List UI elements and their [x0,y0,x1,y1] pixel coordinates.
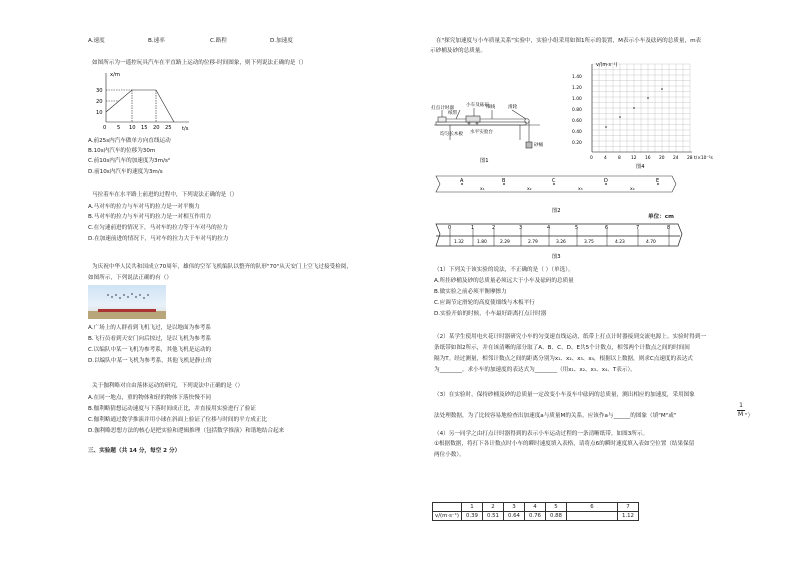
mark-4: 4 [547,225,551,231]
q1-option-a: A.前25s内汽车做单方向直线运动 [88,138,171,144]
label-pulley: 滑轮 [508,105,518,110]
q4-option-d: D.伽利略思想方法的核心是把实验和逻辑推理（包括数学推演）和谐地结合起来 [88,428,285,434]
fig3-unit: 单位：cm [648,214,674,220]
figure1-caption: 图1 [480,158,489,164]
distance: 4.23 [615,240,625,245]
xt-graph [94,70,194,132]
mark-5: 5 [575,225,579,231]
flyover-photo [88,285,166,319]
vt-x-tick: 12 [631,156,637,161]
sub1-option-c: C.应调节定滑轮的高度使细线与木板平行 [434,300,535,306]
q3-stem-line1: 为庆祝中华人民共和国成立70周年，雄伟的空军飞机编队以整齐的队形"70"从天安门上空飞过接受检阅， [92,264,352,270]
vt-x-tick: 24 [673,156,679,161]
x-axis-label: t/s [182,126,189,132]
option: B.速率 [148,38,165,44]
point-d: D [604,178,608,184]
segment-x1: x₁ [480,187,485,192]
label-string: 细线 [486,105,496,110]
table-row [433,503,639,512]
mark-2: 2 [492,225,496,231]
table-cell: 7 [618,503,639,512]
figure2-caption: 图2 [552,208,561,214]
sub4-line2: ①根据数据，将打下各计数点时小车的瞬时速度填入表格，请将点6的瞬时速度填入表如空位置（结果保留 [434,441,695,447]
vt-x-tick: 20 [659,156,665,161]
x-tick: 25 [165,125,172,131]
table-cell [433,503,462,512]
jet-formation-icon [88,285,166,319]
vt-x-tick: 8 [618,156,621,161]
point-a: A [460,178,464,184]
x-tick: 0 [103,125,107,131]
label-bucket: 砂桶 [534,143,544,148]
table-cell: 1 [462,503,483,512]
label-board: 均匀长木板 [440,132,463,137]
option: D.加速度 [270,38,293,44]
sub2-line2: 条纸带如图2所示，并在该清晰的部分取了A、B、C、D、E共5个计数点，相邻两个计数点之间的时间间 [434,345,690,351]
q3-option-d: D.以编队中某一飞机为参考系，其他飞机是静止的 [88,358,212,364]
y-tick: 30 [96,88,103,94]
q1-option-d: D.前10s内汽车的速度为3m/s [88,169,163,175]
q4-option-a: A.在同一地点，重的物体和轻的物体下落快慢不同 [88,395,211,401]
vt-grid-figure [570,60,740,170]
figure3-caption: 图3 [552,254,561,260]
table-cell: 6 [567,503,618,512]
label-table: 水平实验台 [470,130,493,135]
segment-x3: x₃ [578,187,583,192]
table-cell: 2 [483,503,504,512]
q4-option-b: B.伽利略猜想运动速度与下落时间成正比，并直接用实验进行了验证 [88,406,256,412]
option: C.路程 [210,38,227,44]
distance: 3.26 [556,240,566,245]
intro-line2: 示砂桶及砂的总质量。 [430,48,486,54]
point-e: E [656,178,660,184]
table-cell: 4 [525,503,546,512]
table-cell: 0.39 [462,512,483,521]
mark-6: 6 [605,225,609,231]
vt-y-tick: 0.80 [572,108,582,113]
q1-option-b: B.10s内汽车的位移为30m [88,148,156,154]
sub3-line2-end: "） [745,413,754,419]
answer-blank-cell[interactable] [567,512,618,521]
distance: 3.75 [584,240,594,245]
x-tick: 10 [129,125,136,131]
sub2-line1: （2）某学生使用电火花计时器研究小车的匀变速直线运动，纸带上打点计时器接到交流电源上。实验时得到一 [434,334,707,340]
sub4-line3: 两位小数）。 [434,452,465,458]
vt-y-tick: 1.00 [572,97,582,102]
mark-3: 3 [519,225,523,231]
vt-x-label: t/×10⁻²s [694,156,713,161]
sub1-option-b: B.做实验之前必须平衡摩擦力 [434,289,507,295]
q4-stem: 关于伽利略对自由落体运动的研究，下列说法中正确的是（） [92,383,244,389]
vt-y-tick: 0.40 [572,130,582,135]
q3-option-b: B.飞行员看到天安门向后掠过，是以飞机为参考系 [88,336,212,342]
table-cell: 3 [504,503,525,512]
point-c: C [552,178,556,184]
q3-option-c: C.以编队中某一飞机为参考系，其他飞机是运动的 [88,347,212,353]
sub2-line4: 为________，求小车的加速度的表达式为________（用x₁、x₂、x₃、x₄、T表示）。 [434,367,636,373]
figure4-caption: 图4 [636,164,645,170]
table-row-label: v/(m·s⁻¹) [433,512,462,521]
sub4-line1: （4）另一同学之由打点计时器得到的表示小车运动过程的一条清晰纸带，如图3所示。 [434,431,649,437]
fraction-denominator: M [738,411,744,418]
q2-stem: 马拉着车在水平路上前进的过程中，下列说法正确的是（） [92,192,238,198]
mark-1: 1 [471,225,475,231]
vt-y-tick: 1.20 [572,86,582,91]
distance: 2.79 [528,240,538,245]
x-tick: 15 [141,125,148,131]
mark-7: 7 [636,225,640,231]
q2-option-a: A.马对车的拉力与车对马的拉力是一对平衡力 [88,204,200,210]
table-row [433,512,639,521]
distance: 1.80 [477,240,487,245]
point-b: B [502,178,506,184]
sub3-line2: 法处理数据，为了比较容易地检查出加速度a与质量M的关系，应该作a与______的图象（填"M"或" [434,413,677,419]
table-cell: 0.88 [546,512,567,521]
fraction-numerator: 1 [739,402,743,409]
segment-x4: x₄ [630,187,635,192]
vt-x-tick: 4 [604,156,607,161]
table-cell: 0.64 [504,512,525,521]
distance: 1.32 [454,240,464,245]
q1-option-c: C.前10s内汽车的加速度为3m/s² [88,158,171,164]
y-tick: 20 [96,99,103,105]
vt-x-tick: 28 [687,156,693,161]
x-tick: 5 [117,125,121,131]
vt-x-tick: 16 [645,156,651,161]
sub1-option-d: D.实验开始的时候，小车最好距离打点计时器 [434,311,547,317]
sub1-stem: （1）下列关于该实验的说法，不正确的是（ ）（单选）。 [434,267,574,273]
table-cell: 5 [546,503,567,512]
tape-figure-3 [434,220,684,262]
tape-figure-2 [434,172,678,216]
label-cart: 小车及砝码 [466,103,489,108]
q4-option-c: C.伽利略通过数学推演并用小球在斜面上验证了位移与时间的平方成正比 [88,417,268,423]
distance: 2.29 [500,240,510,245]
intro-line1: 在"探究加速度与小车质量关系"实验中，实验小组采用如图1所示的装置，M表示小车及砝码的总质量，m表 [436,38,702,44]
vt-y-tick: 0.20 [572,141,582,146]
vt-x-tick: 0 [590,156,593,161]
q2-option-d: D.在加速前进的情况下，马对车的拉力大于车对马的拉力 [88,236,229,242]
vt-y-tick: 1.40 [572,75,582,80]
section-heading: 三、实验题（共 14 分，每空 2 分） [88,448,181,454]
sub2-line3: 隔为T。经过测量，相邻计数点之间的距离分别为x₁、x₂、x₃、x₄，根据以上数据，则求C点速度的表达式 [434,356,693,362]
table-cell: 0.76 [525,512,546,521]
q2-option-c: C.在匀速前进的情况下，马对车的拉力等于车对马的拉力 [88,225,228,231]
q3-stem-line2: 如图所示，下列说法正确的有（） [88,275,172,281]
label-tape: 纸带 [448,111,458,116]
mark-0: 0 [448,225,452,231]
q2-option-b: B.马对车的拉力与车对马的拉力是一对相互作用力 [88,214,212,220]
velocity-table [432,502,639,521]
y-tick: 10 [96,110,103,116]
distance: 4.70 [646,240,656,245]
apparatus-figure [430,100,545,168]
vt-y-tick: 0.60 [572,119,582,124]
segment-x2: x₂ [527,187,532,192]
q1-stem: 如图所示为一遥控玩具汽车在平直路上运动的位移-时间图象，则下列说法正确的是（） [92,60,307,66]
option: A.速度 [88,38,105,44]
vt-y-label: v/(m·s⁻¹) [596,63,618,68]
q3-option-a: A.广场上的人群看到飞机飞过，是以地面为参考系 [88,325,211,331]
table-cell: 1.12 [618,512,639,521]
x-tick: 20 [153,125,160,131]
y-axis-label: x/m [110,72,120,78]
table-cell: 0.51 [483,512,504,521]
label-timer: 打点计时器 [431,106,454,111]
mark-8: 8 [667,225,671,231]
sub1-option-a: A.所挂砂桶及砂的总质量必须远大于小车及砝码的总质量 [434,278,574,284]
sub3-line1: （3）在实验时，保持砂桶及砂的总质量一定改变小车及车中砝码的总质量，测出相应的加速度，采用图象 [434,392,695,398]
